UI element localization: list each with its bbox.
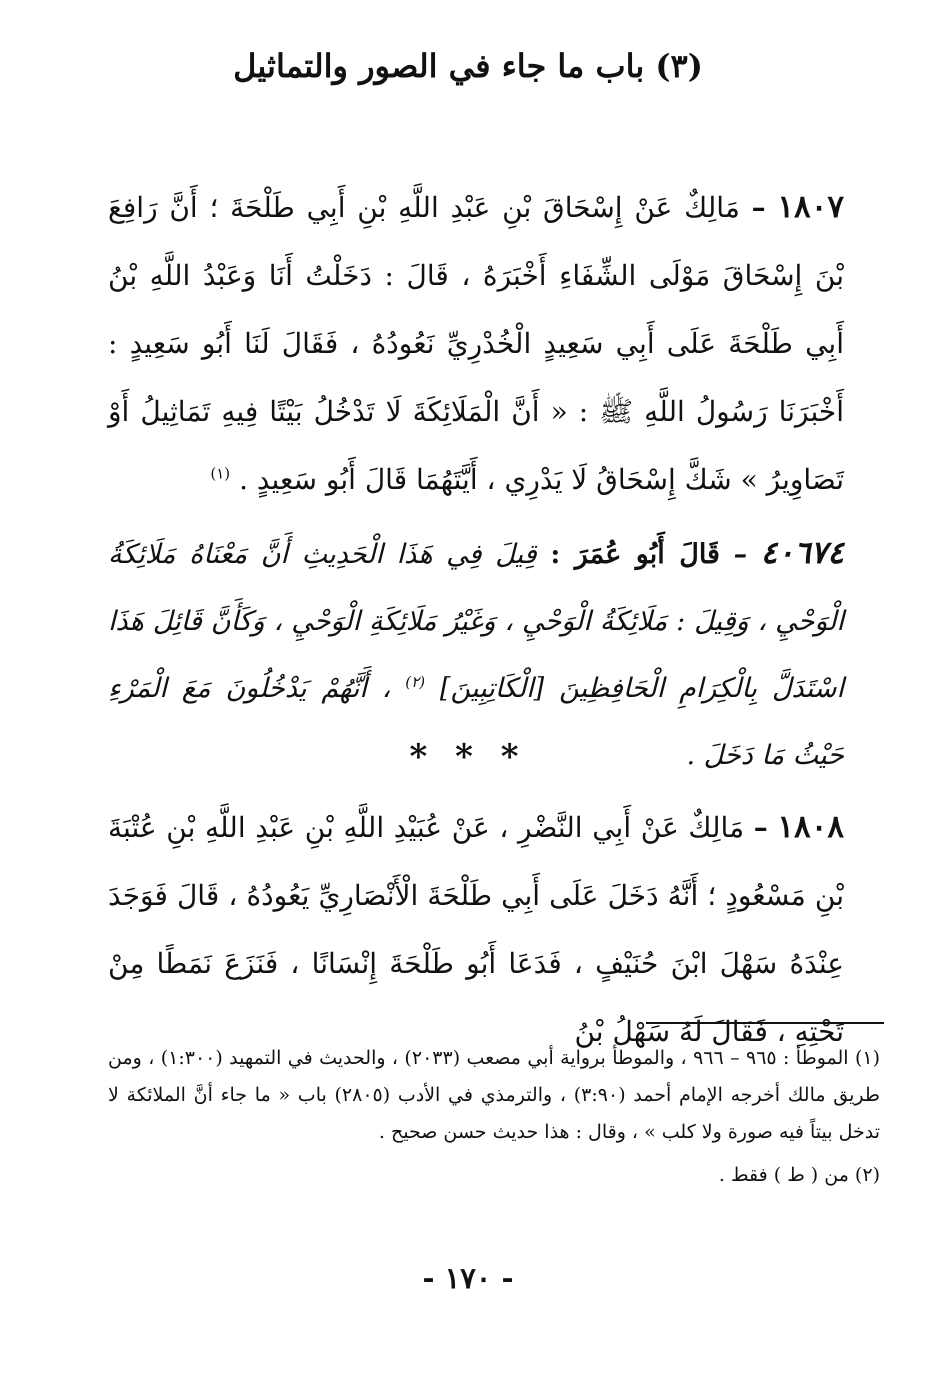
section-separator: * * *	[409, 737, 527, 777]
commentary-text: قِيلَ فِي هَذَا الْحَدِيثِ أَنَّ مَعْنَاهُ مَلَائِكَةُ الْوَحْيِ ، وَقِيلَ : مَلَائِكَةُ الْوَحْيِ ، وَغَيْرُ مَلَائِكَةِ الْوَحْيِ ، وَكَأَنَّ قَائِلَ هَذَا اسْتَدَلَّ بِالْكِرَامِ الْحَافِظِينَ [الْكَاتِبِينَ]	[108, 539, 844, 704]
hadith-text: مَالِكٌ عَنْ أَبِي النَّضْرِ ، عَنْ عُبَيْدِ اللَّهِ بْنِ عَبْدِ اللَّهِ بْنِ عُتْبَةَ بْنِ مَسْعُودٍ ؛ أَنَّهُ دَخَلَ عَلَى أَبِي طَلْحَةَ الْأَنْصَارِيِّ يَعُودُهُ ، قَالَ فَوَجَدَ عِنْدَهُ سَهْلَ ابْنَ حُنَيْفٍ ، فَدَعَا أَبُو طَلْحَةَ إِنْسَانًا ، فَنَزَعَ نَمَطًا مِنْ تَحْتِهِ ، فَقَالَ لَهُ سَهْلُ بْنُ	[108, 811, 844, 1048]
footnote-divider	[646, 1022, 884, 1024]
hadith-dash: –	[753, 811, 768, 844]
chapter-title: (٣) باب ما جاء في الصور والتماثيل	[233, 47, 703, 85]
footnote-ref-2[interactable]: (٢)	[405, 673, 426, 691]
commentary-dash: –	[733, 539, 748, 570]
footnote-2: (٢) من ( ط ) فقط .	[718, 1164, 880, 1186]
hadith-dash: –	[751, 191, 766, 224]
hadith-number: ١٨٠٨	[777, 809, 844, 845]
hadith-number: ١٨٠٧	[777, 189, 844, 225]
footnote-ref-1[interactable]: (١)	[210, 464, 231, 483]
hadith-1808	[108, 793, 844, 1066]
commentary-number: ٤٠٦٧٤	[760, 535, 844, 571]
footnotes	[108, 1040, 880, 1200]
footnote-1: (١) الموطأ : ٩٦٥ – ٩٦٦ ، والموطأ برواية أبي مصعب (٢٠٣٣) ، والحديث في التمهيد (١:٣٠٠) ، ومن طريق مالك أخرجه الإمام أحمد (٣:٩٠) ، والترمذي في الأدب (٢٨٠٥) باب « ما جاء أنَّ الملائكة لا تدخل بيتاً فيه صورة ولا كلب » ، وقال : هذا حديث حسن صحيح .	[108, 1047, 880, 1143]
commentary-narrator: قَالَ أَبُو عُمَرَ :	[550, 539, 720, 570]
page-number: - ١٧٠ -	[422, 1261, 514, 1295]
commentary-text-end: ، أَنَّهُمْ يَدْخُلُونَ مَعَ الْمَرْءِ حَيْثُ مَا دَخَلَ .	[108, 673, 844, 771]
hadith-1807	[108, 173, 844, 514]
hadith-text: مَالِكٌ عَنْ إِسْحَاقَ بْنِ عَبْدِ اللَّهِ بْنِ أَبِي طَلْحَةَ ؛ أَنَّ رَافِعَ بْنَ إِسْحَاقَ مَوْلَى الشِّفَاءِ أَخْبَرَهُ ، قَالَ : دَخَلْتُ أَنَا وَعَبْدُ اللَّهِ بْنُ أَبِي طَلْحَةَ عَلَى أَبِي سَعِيدٍ الْخُدْرِيِّ نَعُودُهُ ، فَقَالَ لَنَا أَبُو سَعِيدٍ : أَخْبَرَنَا رَسُولُ اللَّهِ ﷺ : « أَنَّ الْمَلَائِكَةَ لَا تَدْخُلُ بَيْتًا فِيهِ تَمَاثِيلُ أَوْ تَصَاوِيرُ » شَكَّ إِسْحَاقُ لَا يَدْرِي ، أَيَّتَهُمَا قَالَ أَبُو سَعِيدٍ .	[108, 191, 844, 496]
